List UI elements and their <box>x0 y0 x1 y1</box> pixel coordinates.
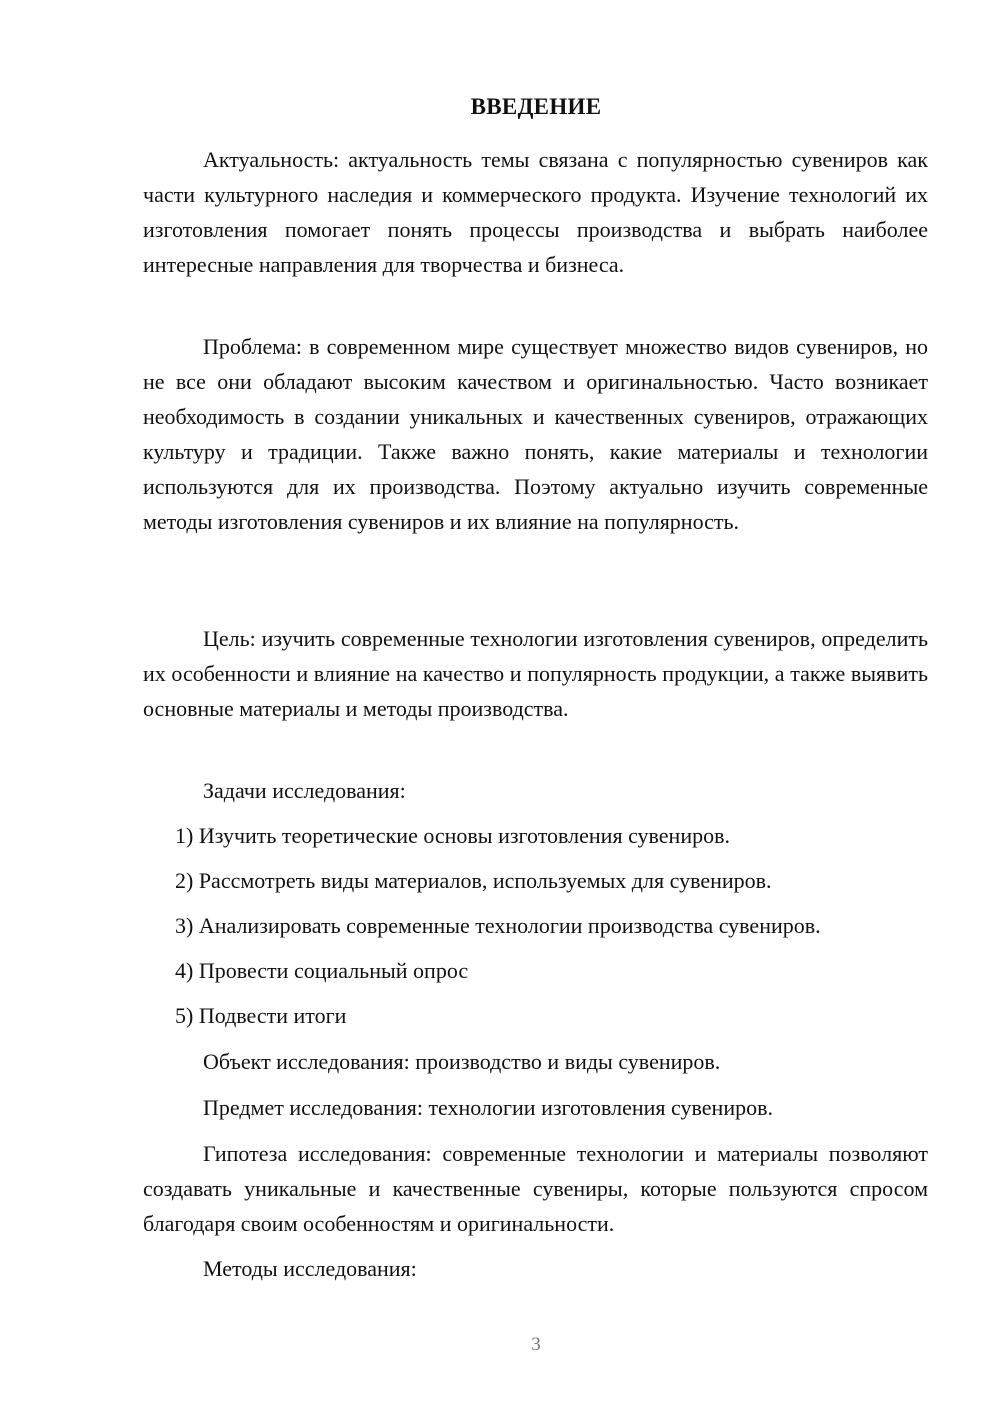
problem-paragraph: Проблема: в современном мире существует множество видов сувениров, но не все они обладают высоким качеством и оригинальностью. Часто возникает необходимость в создании уникальных и качественных сувениров, отражающих культуру и традиции. Также важно понять, какие материалы и технологии используются для их производства. Поэтому актуально изучить современные методы изготовления сувениров и их влияние на популярность. <box>143 334 928 534</box>
task-item-1: 1) Изучить теоретические основы изготовления сувениров. <box>175 823 730 848</box>
hypothesis-paragraph: Гипотеза исследования: современные технологии и материалы позволяют создавать уникальные и качественные сувениры, которые пользуются спросом благодаря своим особенностям и оригинальности. <box>143 1141 928 1236</box>
tasks-heading: Задачи исследования: <box>203 778 406 803</box>
task-item-5: 5) Подвести итоги <box>175 1003 347 1028</box>
goal-paragraph: Цель: изучить современные технологии изготовления сувениров, определить их особенности и влияние на качество и популярность продукции, а также выявить основные материалы и методы производства. <box>143 626 928 721</box>
task-item-3: 3) Анализировать современные технологии производства сувениров. <box>175 913 821 938</box>
page-number: 3 <box>531 1334 541 1355</box>
task-item-4: 4) Провести социальный опрос <box>175 958 469 983</box>
page-title: ВВЕДЕНИЕ <box>470 94 602 119</box>
task-item-2: 2) Рассмотреть виды материалов, используемых для сувениров. <box>175 868 772 893</box>
research-object: Объект исследования: производство и виды сувениров. <box>203 1049 721 1074</box>
methods-heading: Методы исследования: <box>203 1256 417 1281</box>
research-subject: Предмет исследования: технологии изготовления сувениров. <box>203 1095 773 1120</box>
relevance-paragraph: Актуальность: актуальность темы связана с популярностью сувениров как части культурного наследия и коммерческого продукта. Изучение технологий их изготовления помогает понять процессы производства и выбрать наиболее интересные направления для творчества и бизнеса. <box>143 147 928 277</box>
